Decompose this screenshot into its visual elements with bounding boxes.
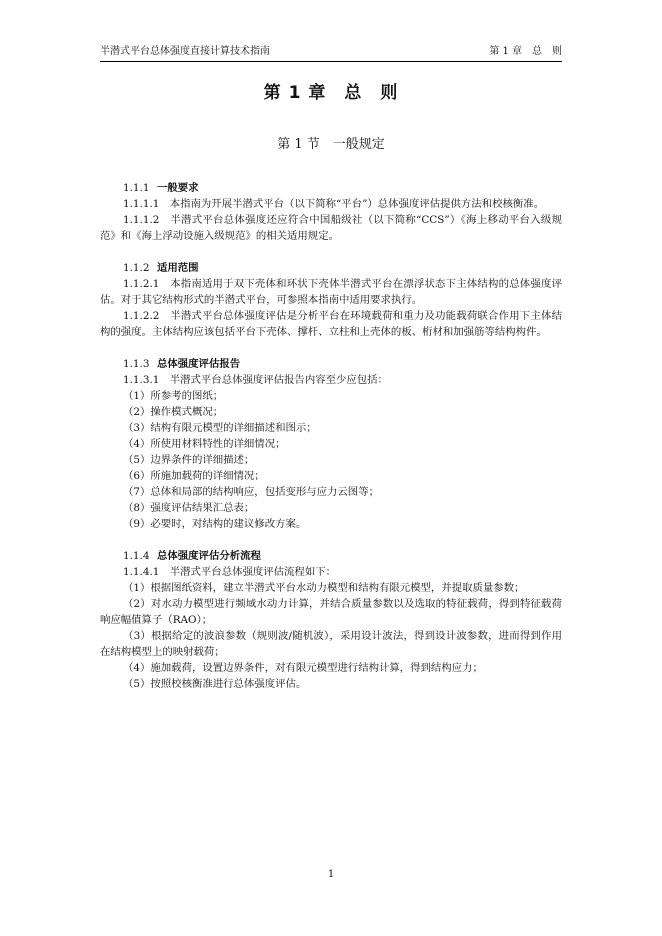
header-divider <box>100 61 562 62</box>
list-item: （8）强度评估结果汇总表； <box>123 502 255 514</box>
list-item: （5）边界条件的详细描述； <box>123 454 255 466</box>
list-item: （3）结构有限元模型的详细描述和图示； <box>123 422 317 434</box>
page-number: 1 <box>327 869 335 880</box>
chapter-title: 第 1 章 总 则 <box>263 83 399 103</box>
section-title: 第 1 节 一般规定 <box>277 137 385 152</box>
paragraph: 1.1.1.2 半潜式平台总体强度还应符合中国船级社（以下简称“CCS”）《海上移动平台入级规范》和《海上浮动设施入级规范》的相关适用规定。 <box>100 214 562 242</box>
list-item: （2）操作模式概况； <box>123 406 224 418</box>
list-item: （4）所使用材料特性的详细情况； <box>123 438 286 450</box>
header-document-title: 半潜式平台总体强度直接计算技术指南 <box>100 46 270 57</box>
subsection-title: 总体强度评估分析流程 <box>157 550 261 562</box>
list-item: （4）施加载荷，设置边界条件，对有限元模型进行结构计算，得到结构应力； <box>123 662 483 674</box>
subsection-title: 总体强度评估报告 <box>157 358 241 370</box>
header-chapter-label: 第 1 章 总 则 <box>489 46 562 57</box>
running-header <box>100 44 562 60</box>
subsection-number: 1.1.3 <box>123 358 150 370</box>
subsection-number: 1.1.4 <box>123 550 150 562</box>
paragraph: 1.1.1.1 本指南为开展半潜式平台（以下简称“平台”）总体强度评估提供方法和校核衡准。 <box>123 198 545 210</box>
list-item: （7）总体和局部的结构响应，包括变形与应力云图等； <box>123 486 379 498</box>
list-item: （5）按照校核衡准进行总体强度评估。 <box>123 678 307 690</box>
list-item: （1）根据图纸资料，建立半潜式平台水动力模型和结构有限元模型，并提取质量参数； <box>123 582 525 594</box>
subsection-number: 1.1.2 <box>123 262 150 274</box>
subsection-heading <box>123 180 562 196</box>
subsection-heading <box>123 548 562 564</box>
list-item: （2）对水动力模型进行频域水动力计算，并结合质量参数以及选取的特征载荷，得到特征载荷响应幅值算子（RAO）； <box>100 598 562 626</box>
subsection-number: 1.1.1 <box>123 182 150 194</box>
list-item: （9）必要时，对结构的建议修改方案。 <box>123 518 307 530</box>
list-item: （6）所施加载荷的详细情况； <box>123 470 265 482</box>
paragraph: 1.1.2.1 本指南适用于双下壳体和环状下壳体半潜式平台在漂浮状态下主体结构的总体强度评估。对于其它结构形式的半潜式平台，可参照本指南中适用要求执行。 <box>100 278 562 306</box>
list-item: （1）所参考的图纸； <box>123 390 224 402</box>
list-item: （3）根据给定的波浪参数（规则波/随机波），采用设计波法，得到设计波参数，进而得到作用在结构模型上的映射载荷； <box>100 630 562 658</box>
subsection-title: 适用范围 <box>157 262 199 274</box>
document-body <box>100 180 562 692</box>
subsection-title: 一般要求 <box>157 182 199 194</box>
paragraph: 1.1.2.2 半潜式平台总体强度评估是分析平台在环境载荷和重力及功能载荷联合作用下主体结构的强度。主体结构应该包括平台下壳体、撑杆、立柱和上壳体的板、桁材和加强筋等结构构件。 <box>100 310 562 338</box>
paragraph: 1.1.4.1 半潜式平台总体强度评估流程如下： <box>123 566 336 578</box>
paragraph: 1.1.3.1 半潜式平台总体强度评估报告内容至少应包括： <box>123 374 388 386</box>
subsection-heading <box>123 356 562 372</box>
subsection-heading <box>123 260 562 276</box>
